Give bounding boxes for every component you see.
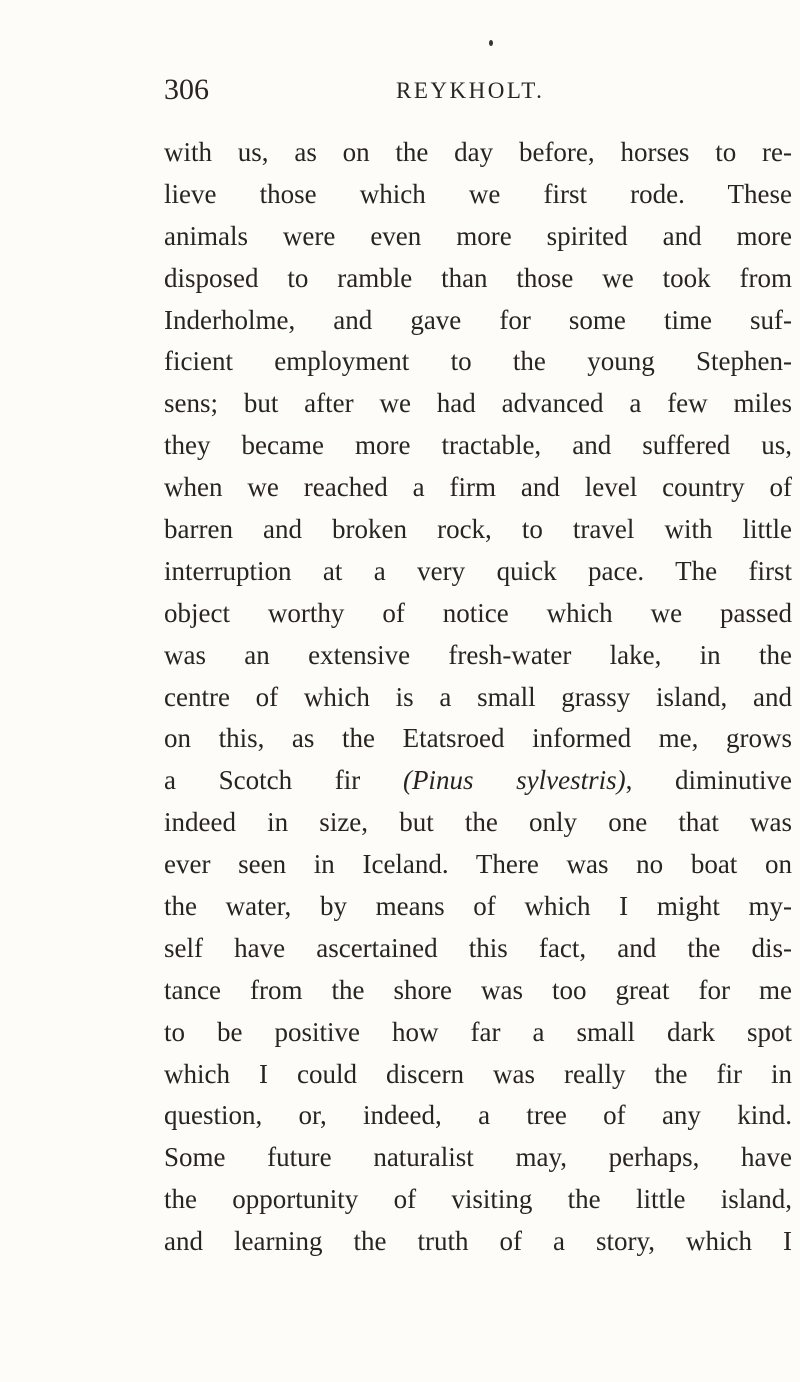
text-line: sens; but after we had advanced a few miles — [164, 388, 792, 419]
page-header — [164, 70, 784, 110]
text-line: they became more tractable, and suffered us, — [164, 430, 792, 461]
body-text — [164, 132, 792, 1263]
text-line: interruption at a very quick pace. The first — [164, 555, 792, 586]
text-line: Inderholme, and gave for some time suf- — [164, 304, 792, 335]
italic-latin-name: (Pinus sylvestris) — [402, 765, 626, 796]
text-line-with-italic — [164, 760, 792, 802]
text-line: Some future naturalist may, perhaps, have — [164, 1142, 792, 1173]
text-line: when we reached a firm and level country of — [164, 472, 792, 503]
text-line: with us, as on the day before, horses to re- — [164, 137, 792, 167]
text-line: disposed to ramble than those we took from — [164, 262, 792, 293]
text-line: the water, by means of which I might my- — [164, 891, 792, 922]
text-line: question, or, indeed, a tree of any kind. — [164, 1100, 792, 1131]
text-line: the opportunity of visiting the little island, — [164, 1184, 792, 1215]
text-line: centre of which is a small grassy island, and — [164, 681, 792, 712]
text-line: on this, as the Etatsroed informed me, grows — [164, 723, 792, 754]
text-line: ficient employment to the young Stephen- — [164, 346, 792, 377]
text-line: and learning the truth of a story, which I — [164, 1226, 792, 1257]
text-line: was an extensive fresh-water lake, in the — [164, 639, 792, 670]
ink-dot — [489, 40, 493, 46]
text-line: indeed in size, but the only one that was — [164, 807, 792, 838]
text-line: lieve those which we first rode. These — [164, 178, 792, 209]
text-line: which I could discern was really the fir in — [164, 1058, 792, 1089]
text-segment: , diminutive — [625, 765, 792, 796]
text-line: object worthy of notice which we passed — [164, 597, 792, 628]
text-line: tance from the shore was too great for me — [164, 974, 792, 1005]
text-line: to be positive how far a small dark spot — [164, 1016, 792, 1047]
text-line: ever seen in Iceland. There was no boat on — [164, 849, 792, 880]
text-line: animals were even more spirited and more — [164, 220, 792, 251]
text-line: self have ascertained this fact, and the dis- — [164, 932, 792, 963]
running-head: REYKHOLT. — [396, 78, 545, 103]
page-number: 306 — [164, 73, 209, 106]
text-line: barren and broken rock, to travel with little — [164, 514, 792, 545]
text-segment: a Scotch fir — [164, 765, 403, 796]
